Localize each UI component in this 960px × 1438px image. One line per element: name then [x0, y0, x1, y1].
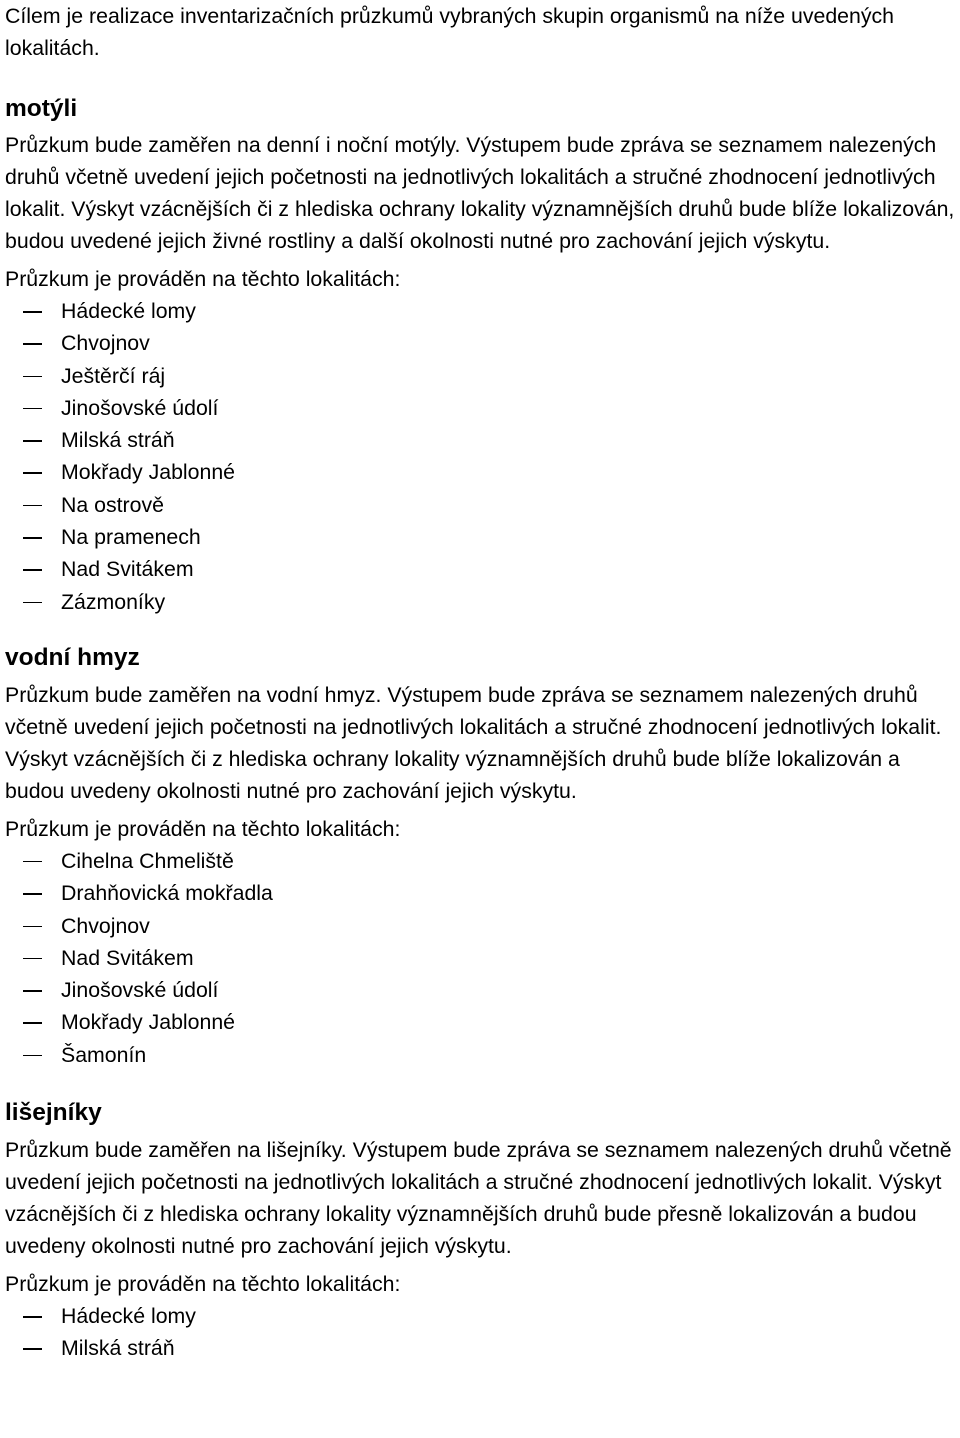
locations-intro-motyli: Průzkum je prováděn na těchto lokalitách: — [5, 267, 401, 291]
location-name: Mokřady Jablonné — [61, 460, 236, 485]
dash-bullet — [23, 1022, 42, 1024]
dash-bullet — [23, 343, 42, 345]
list-item — [5, 553, 960, 585]
location-name: Mokřady Jablonné — [61, 1010, 236, 1035]
list-item — [5, 392, 960, 424]
dash-bullet — [23, 861, 42, 863]
dash-bullet — [23, 926, 42, 928]
dash-bullet — [23, 408, 42, 410]
location-name: Nad Svitákem — [61, 557, 194, 582]
section-description-lisejniky: Průzkum bude zaměřen na lišejníky. Výstupem bude zpráva se seznamem nalezených druhů včetně uvedení jejich početnosti na jednotlivých lokalitách a stručné zhodnocení jednotlivých lokalit. Výskyt vzácnějších či z hlediska ochrany lokality významnějších druhů bude přesně lokalizován a budou uvedeny okolnosti nutné pro zachování jejich výskytu. — [5, 1138, 952, 1259]
dash-bullet — [23, 1348, 42, 1350]
location-name: Na pramenech — [61, 525, 201, 550]
list-item — [5, 1332, 960, 1364]
dash-bullet — [23, 1055, 42, 1057]
section-description-vodni-hmyz: Průzkum bude zaměřen na vodní hmyz. Výstupem bude zpráva se seznamem nalezených druhů včetně uvedení jejich početnosti na jednotlivých lokalitách a stručné zhodnocení jednotlivých lokalit. Výskyt vzácnějších či z hlediska ochrany lokality významnějších druhů bude blíže lokalizován a budou uvedeny okolnosti nutné pro zachování jejich výskytu. — [5, 682, 942, 803]
locations-list-motyli — [5, 295, 960, 618]
dash-bullet — [23, 1316, 42, 1318]
location-name: Cihelna Chmeliště — [61, 848, 234, 873]
list-item — [5, 327, 960, 359]
location-name: Drahňovická mokřadla — [61, 881, 273, 906]
location-name: Šamonín — [61, 1042, 147, 1067]
list-item — [5, 1039, 960, 1071]
intro-paragraph: Cílem je realizace inventarizačních průzkumů vybraných skupin organismů na níže uvedených lokalitách. — [5, 4, 894, 60]
list-item — [5, 974, 960, 1006]
list-item — [5, 877, 960, 909]
list-item — [5, 456, 960, 488]
dash-bullet — [23, 990, 42, 992]
section-heading-motyli: motýli — [5, 95, 78, 122]
location-name: Ještěrčí ráj — [61, 363, 166, 388]
list-item — [5, 360, 960, 392]
location-name: Hádecké lomy — [61, 299, 196, 323]
section-description-motyli: Průzkum bude zaměřen na denní i noční motýly. Výstupem bude zpráva se seznamem nalezených druhů včetně uvedení jejich početnosti na jednotlivých lokalitách a stručné zhodnocení jednotlivých lokalit. Výskyt vzácnějších či z hlediska ochrany lokality významnějších druhů bude blíže lokalizován, budou uvedené jejich živné rostliny a další okolnosti nutné pro zachování jejich výskytu. — [5, 133, 955, 253]
section-heading-vodni-hmyz: vodní hmyz — [5, 643, 140, 671]
dash-bullet — [23, 311, 42, 313]
dash-bullet — [23, 569, 42, 571]
location-name: Nad Svitákem — [61, 945, 194, 970]
dash-bullet — [23, 537, 42, 539]
location-name: Jinošovské údolí — [61, 395, 219, 420]
location-name: Na ostrově — [61, 492, 164, 517]
list-item — [5, 489, 960, 521]
dash-bullet — [23, 958, 42, 960]
dash-bullet — [23, 440, 42, 442]
list-item — [5, 1300, 960, 1332]
location-name: Jinošovské údolí — [61, 978, 219, 1003]
dash-bullet — [23, 893, 42, 895]
location-name: Milská stráň — [61, 1336, 175, 1361]
dash-bullet — [23, 376, 42, 378]
dash-bullet — [23, 472, 42, 474]
list-item — [5, 424, 960, 456]
location-name: Hádecké lomy — [61, 1304, 196, 1329]
section-heading-lisejniky: lišejníky — [5, 1099, 102, 1127]
document-body — [5, 0, 960, 1365]
location-name: Zázmoníky — [61, 589, 166, 614]
list-item — [5, 586, 960, 618]
location-name: Chvojnov — [61, 913, 150, 938]
list-item — [5, 1006, 960, 1038]
list-item — [5, 521, 960, 553]
list-item — [5, 845, 960, 877]
locations-intro-vodni-hmyz: Průzkum je prováděn na těchto lokalitách: — [5, 816, 401, 841]
list-item — [5, 910, 960, 942]
dash-bullet — [23, 602, 42, 604]
dash-bullet — [23, 505, 42, 507]
list-item — [5, 295, 960, 327]
locations-list-vodni-hmyz — [5, 845, 960, 1071]
locations-intro-lisejniky: Průzkum je prováděn na těchto lokalitách: — [5, 1272, 401, 1297]
location-name: Milská stráň — [61, 428, 175, 453]
location-name: Chvojnov — [61, 331, 150, 356]
locations-list-lisejniky — [5, 1300, 960, 1365]
list-item — [5, 942, 960, 974]
